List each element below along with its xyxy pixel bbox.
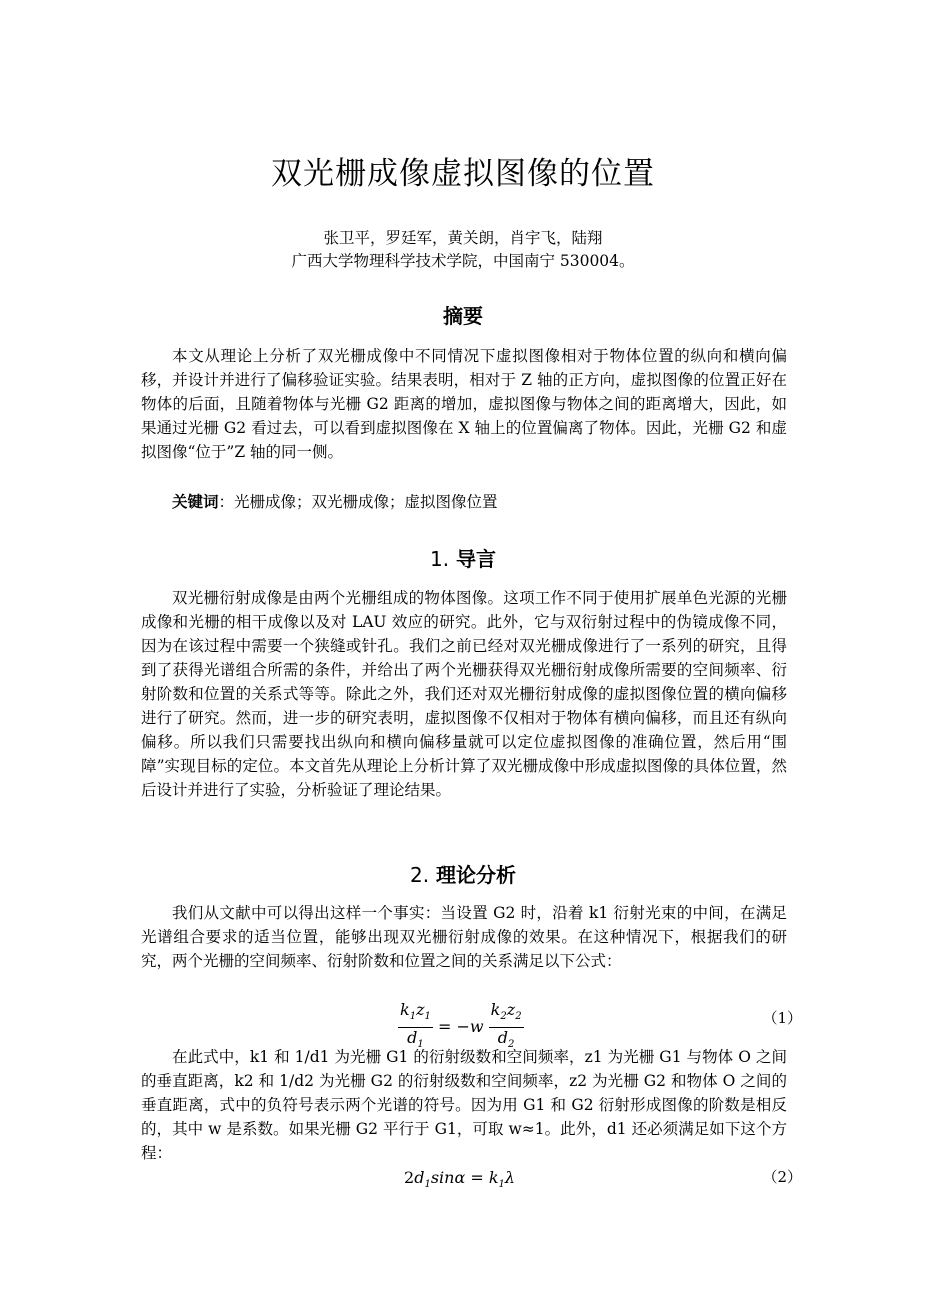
equation-1-number: （1） [762, 1009, 802, 1027]
equation-2: $2d_1\sin\alpha = k_1\lambda$ [404, 1168, 516, 1191]
equation-1: $\frac{k_1z_1}{d_1}$ = −w $\frac{k_2z_2}{d_2}$ [400, 1000, 522, 1051]
section-2-heading: 2. 理论分析 [409, 863, 517, 887]
abstract-body: 本文从理论上分析了双光栅成像中不同情况下虚拟图像相对于物体位置的纵向和横向偏移，并设计并进行了偏移验证实验。结果表明，相对于 Z 轴的正方向，虚拟图像的位置正好在物体的后面，且随着物体与光栅 G2 距离的增加，虚拟图像与物体之间的距离增大，因此，如果通过光栅 G2 看过去，可以看到虚拟图像在 X 轴上的位置偏离了物体。因此，光栅 G2 和虚拟图像“位于”Z 轴的同一侧。 [141, 347, 787, 461]
equation-2-number: （2） [762, 1168, 802, 1186]
section-1-heading: 1. 导言 [429, 547, 497, 571]
affiliation: 广西大学物理科学技术学院，中国南宁 530004。 [291, 252, 635, 270]
section-1-body: 双光栅衍射成像是由两个光栅组成的物体图像。这项工作不同于使用扩展单色光源的光栅成像和光栅的相干成像以及对 LAU 效应的研究。此外，它与双衍射过程中的伪镜成像不同，因为在该过程中需要一个狭缝或针孔。我们之前已经对双光栅成像进行了一系列的研究，且得到了获得光谱组合所需的条件，并给出了两个光栅获得双光栅衍射成像所需要的空间频率、衍射阶数和位置的关系式等等。除此之外，我们还对双光栅衍射成像的虚拟图像位置的横向偏移进行了研究。然而，进一步的研究表明，虚拟图像不仅相对于物体有横向偏移，而且还有纵向偏移。所以我们只需要找出纵向和横向偏移量就可以定位虚拟图像的准确位置，然后用“围障”实现目标的定位。本文首先从理论上分析计算了双光栅成像中形成虚拟图像的具体位置，然后设计并进行了实验，分析验证了理论结果。 [141, 589, 787, 799]
abstract-heading: 摘要 [443, 304, 483, 328]
author-list: 张卫平，罗廷军，黄关朗，肖宇飞，陆翔 [323, 229, 603, 247]
section-2-body-2: 在此式中，k1 和 1/d1 为光栅 G1 的衍射级数和空间频率，z1 为光栅 G1 与物体 O 之间的垂直距离，k2 和 1/d2 为光栅 G2 的衍射级数和空间频率，z2 为光栅 G2 和物体 O 之间的垂直距离，式中的负符号表示两个光谱的符号。因为用 G1 和 G2 衍射形成图像的阶数是相反的，其中 w 是系数。如果光栅 G2 平行于 G1，可取 w≈1。此外，d1 还必须满足如下这个方程： [141, 1048, 787, 1162]
paper-title: 双光栅成像虚拟图像的位置 [271, 156, 655, 192]
keywords-label: 关键词 [172, 493, 219, 511]
keywords-text: ：光栅成像；双光栅成像；虚拟图像位置 [218, 493, 498, 511]
section-2-body-1: 我们从文献中可以得出这样一个事实：当设置 G2 时，沿着 k1 衍射光束的中间，在满足光谱组合要求的适当位置，能够出现双光栅衍射成像的效果。在这种情况下，根据我们的研究，两个光栅的空间频率、衍射阶数和位置之间的关系满足以下公式： [141, 904, 787, 970]
keywords-line [141, 490, 787, 514]
